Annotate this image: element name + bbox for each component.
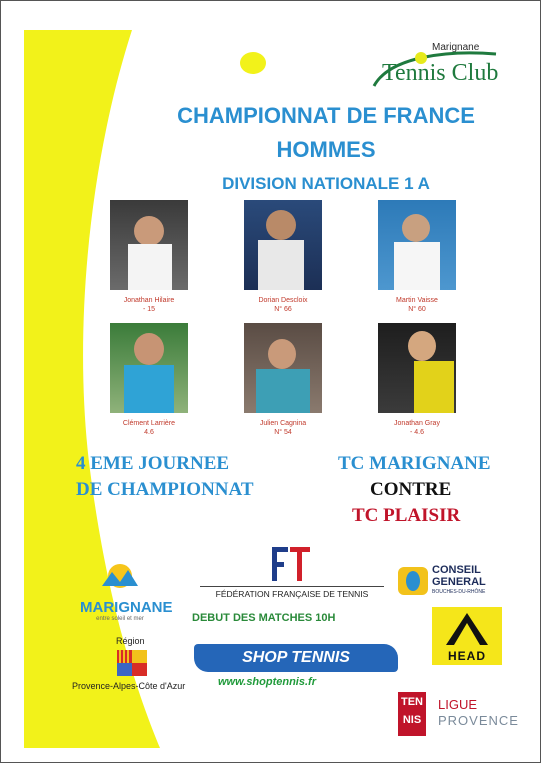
player-rank: N° 60 — [408, 306, 426, 313]
conseil-line-1: CONSEIL — [432, 564, 481, 576]
marignane-city-logo — [80, 560, 173, 622]
player-card — [244, 200, 322, 314]
marignane-tagline: entre soleil et mer — [96, 616, 144, 622]
fft-logo — [270, 545, 314, 585]
player-name: Clément Larrière — [122, 420, 176, 427]
player-name: Dorian Descloix — [258, 297, 308, 304]
club-logo-main: Tennis Club — [382, 60, 499, 86]
title-line-3: DIVISION NATIONALE 1 A — [222, 174, 430, 193]
sun-wave-icon — [80, 560, 160, 590]
shoptennis-name: SHOP TENNIS — [242, 649, 350, 666]
region-name: Provence-Alpes-Côte d'Azur — [72, 681, 186, 691]
conseil-line-2: GENERAL — [432, 576, 486, 588]
player-card — [378, 323, 456, 437]
ligue-tennis-mark — [398, 692, 426, 736]
region-label: Région — [116, 636, 145, 646]
conseil-emblem-icon — [398, 567, 428, 595]
player-rank: - 4.6 — [409, 429, 424, 436]
player-name: Martin Vaisse — [396, 297, 438, 304]
player-rank: N° 54 — [274, 429, 292, 436]
fft-name: FÉDÉRATION FRANÇAISE DE TENNIS — [200, 586, 384, 599]
player-card — [110, 200, 188, 314]
shoptennis-logo — [194, 644, 398, 672]
marignane-name: MARIGNANE — [80, 599, 173, 616]
start-time: DEBUT DES MATCHES 10H — [192, 612, 336, 624]
home-team: TC MARIGNANE — [338, 453, 491, 474]
player-card — [378, 200, 456, 314]
racket-icon — [432, 607, 502, 649]
player-name: Jonathan Hilaire — [123, 297, 175, 304]
tennis-mark-top: TEN — [401, 696, 423, 708]
player-photo — [110, 323, 188, 413]
shoptennis-url: www.shoptennis.fr — [218, 676, 316, 688]
player-card — [244, 323, 322, 437]
away-team: TC PLAISIR — [352, 505, 461, 526]
head-name: HEAD — [447, 649, 486, 663]
player-card — [110, 323, 188, 437]
region-crest-icon — [117, 650, 147, 676]
player-name: Jonathan Gray — [394, 420, 440, 427]
ligue-line-2: PROVENCE — [438, 713, 519, 728]
player-name: Julien Cagnina — [259, 420, 307, 427]
club-logo — [370, 42, 510, 94]
player-photo — [244, 323, 322, 413]
title-line-2: HOMMES — [276, 137, 376, 162]
player-rank: N° 66 — [274, 306, 292, 313]
player-photo — [244, 200, 322, 290]
player-photo — [110, 200, 188, 290]
tennis-ball-icon — [240, 52, 266, 74]
conseil-line-3: BOUCHES-DU-RHÔNE — [432, 589, 486, 595]
player-photo — [378, 323, 456, 413]
ligue-line-1: LIGUE — [438, 697, 478, 712]
conseil-general-logo — [398, 563, 502, 599]
match-day-line-1: 4 EME JOURNEE — [76, 453, 230, 474]
tennis-mark-bottom: NIS — [402, 714, 422, 726]
player-rank: 4.6 — [144, 429, 154, 436]
club-logo-top: Marignane — [432, 42, 480, 53]
versus-label: CONTRE — [370, 479, 452, 500]
head-logo — [432, 607, 502, 665]
player-rank: - 15 — [142, 306, 156, 313]
player-photo — [378, 200, 456, 290]
title-line-1: CHAMPIONNAT DE FRANCE — [177, 103, 475, 128]
match-day-line-2: DE CHAMPIONNAT — [76, 479, 254, 500]
